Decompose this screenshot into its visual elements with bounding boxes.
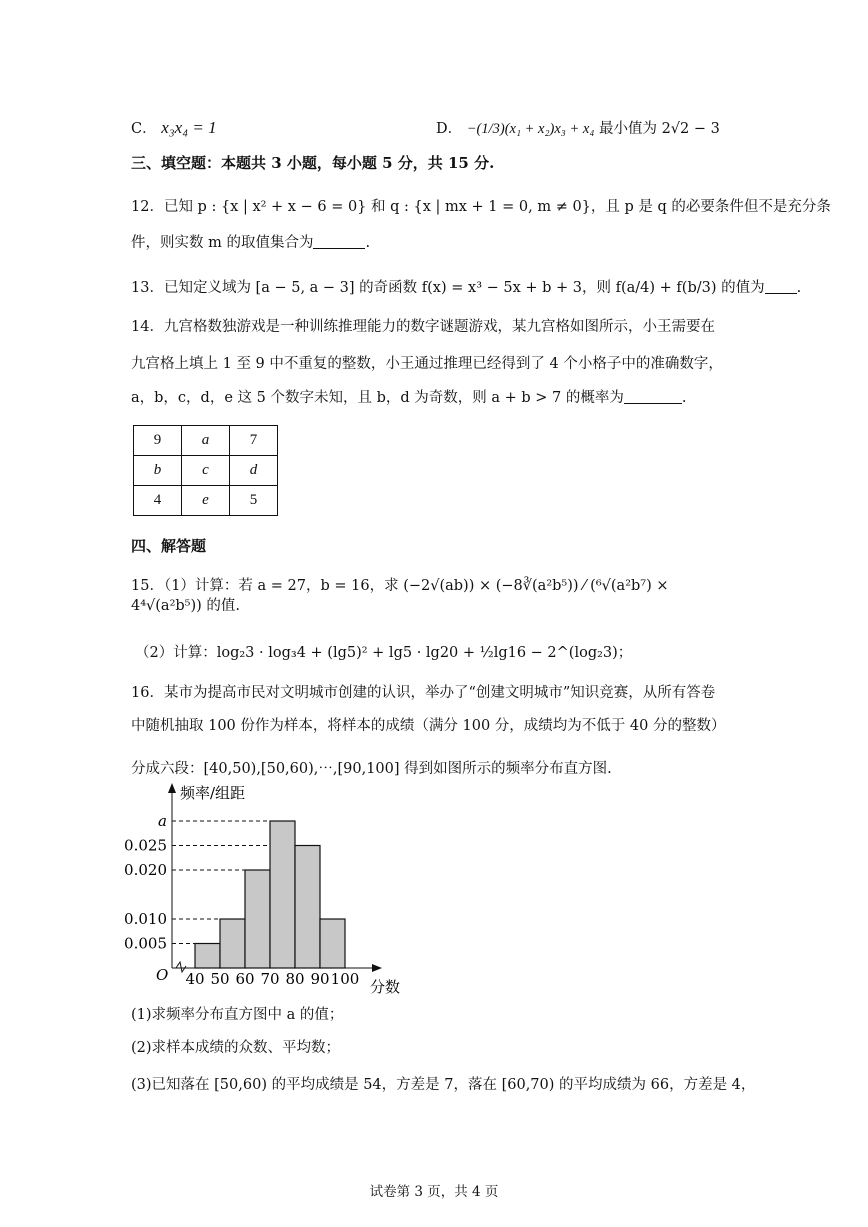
x-tick-label: 90 — [310, 970, 330, 988]
section-3-heading: 三、填空题：本题共 3 小题，每小题 5 分，共 15 分. — [131, 154, 495, 172]
q14-line2: 九宫格上填上 1 至 9 中不重复的整数，小王通过推理已经得到了 4 个小格子中的准确数字， — [131, 356, 723, 372]
x-tick-label: 100 — [330, 970, 360, 988]
x-tick-label: 80 — [285, 970, 305, 988]
q15-part1: 15．（1）计算：若 a = 27，b = 16，求 (−2√(ab)) × (−8∛(a²b⁵)) ⁄ (⁶√(a²b⁷) × 4⁴√(a²b⁵)) 的值. — [131, 578, 669, 614]
q16-sub1: (1)求频率分布直方图中 a 的值； — [131, 1007, 344, 1023]
y-tick-label: 0.020 — [124, 861, 167, 879]
histogram-bar — [270, 821, 295, 968]
frequency-histogram — [120, 780, 430, 1000]
option-c: C． x₃x₄ = 1 — [131, 118, 217, 137]
x-axis-arrow-icon — [372, 964, 382, 972]
histogram-bar — [195, 944, 220, 969]
x-tick-label: 50 — [210, 970, 230, 988]
y-axis-arrow-icon — [168, 783, 176, 793]
q14-line3: a，b，c，d，e 这 5 个数字未知，且 b，d 为奇数，则 a + b > 7 的概率为 . — [131, 390, 687, 406]
q12-line2: 件，则实数 m 的取值集合为 . — [131, 235, 371, 251]
x-axis-label: 分数 — [370, 978, 401, 996]
x-tick-label: 60 — [235, 970, 255, 988]
histogram-bar — [245, 870, 270, 968]
answer-blank — [313, 234, 365, 250]
grid-cell: a — [182, 426, 230, 456]
histogram-bar — [320, 919, 345, 968]
answer-blank — [765, 279, 797, 295]
section-4-heading: 四、解答题 — [131, 537, 207, 555]
y-tick-label: a — [158, 812, 167, 830]
option-d: D． −(1/3)(x₁ + x₂)x₃ + x₄ 最小值为 2√2 − 3 — [436, 121, 720, 137]
q15-part2: （2）计算：log₂3 · log₃4 + (lg5)² + lg5 · lg20 + ½lg16 − 2^(log₂3)； — [135, 645, 633, 661]
q16-sub3: (3)已知落在 [50,60) 的平均成绩是 54，方差是 7，落在 [60,70) 的平均成绩为 66，方差是 4， — [131, 1077, 756, 1093]
q16-line1: 16．某市为提高市民对文明城市创建的认识，举办了“创建文明城市”知识竞赛，从所有答卷 — [131, 685, 716, 701]
sudoku-grid — [133, 425, 278, 516]
page-footer: 试卷第 3 页，共 4 页 — [369, 1184, 499, 1200]
histogram-bar — [220, 919, 245, 968]
q16-sub2: (2)求样本成绩的众数、平均数； — [131, 1040, 341, 1056]
histogram-bar — [295, 846, 320, 969]
y-tick-label: 0.025 — [124, 836, 167, 855]
q16-line2: 中随机抽取 100 份作为样本，将样本的成绩（满分 100 分，成绩均为不低于 40 分的整数） — [131, 718, 726, 734]
origin-label: O — [156, 966, 169, 984]
grid-cell: 5 — [230, 486, 278, 516]
x-tick-label: 70 — [260, 970, 280, 988]
grid-cell: b — [134, 456, 182, 486]
x-tick-label: 40 — [185, 970, 205, 988]
answer-blank — [624, 389, 682, 405]
y-tick-label: 0.005 — [124, 934, 167, 953]
q12-line1: 12．已知 p : {x | x² + x − 6 = 0} 和 q : {x | mx + 1 = 0, m ≠ 0}，且 p 是 q 的必要条件但不是充分条 — [131, 199, 831, 215]
q13: 13．已知定义域为 [a − 5, a − 3] 的奇函数 f(x) = x³ − 5x + b + 3，则 f(a/4) + f(b/3) 的值为 . — [131, 280, 802, 296]
grid-cell: d — [230, 456, 278, 486]
grid-cell: 9 — [134, 426, 182, 456]
grid-cell: e — [182, 486, 230, 516]
grid-cell: 7 — [230, 426, 278, 456]
grid-cell: c — [182, 456, 230, 486]
q14-line1: 14．九宫格数独游戏是一种训练推理能力的数字谜题游戏，某九宫格如图所示，小王需要在 — [131, 319, 715, 335]
y-axis-label: 频率/组距 — [180, 784, 246, 802]
y-tick-label: 0.010 — [124, 910, 167, 928]
grid-cell: 4 — [134, 486, 182, 516]
q16-line3: 分成六段：[40,50),[50,60),⋯,[90,100] 得到如图所示的频率分布直方图. — [131, 761, 612, 777]
